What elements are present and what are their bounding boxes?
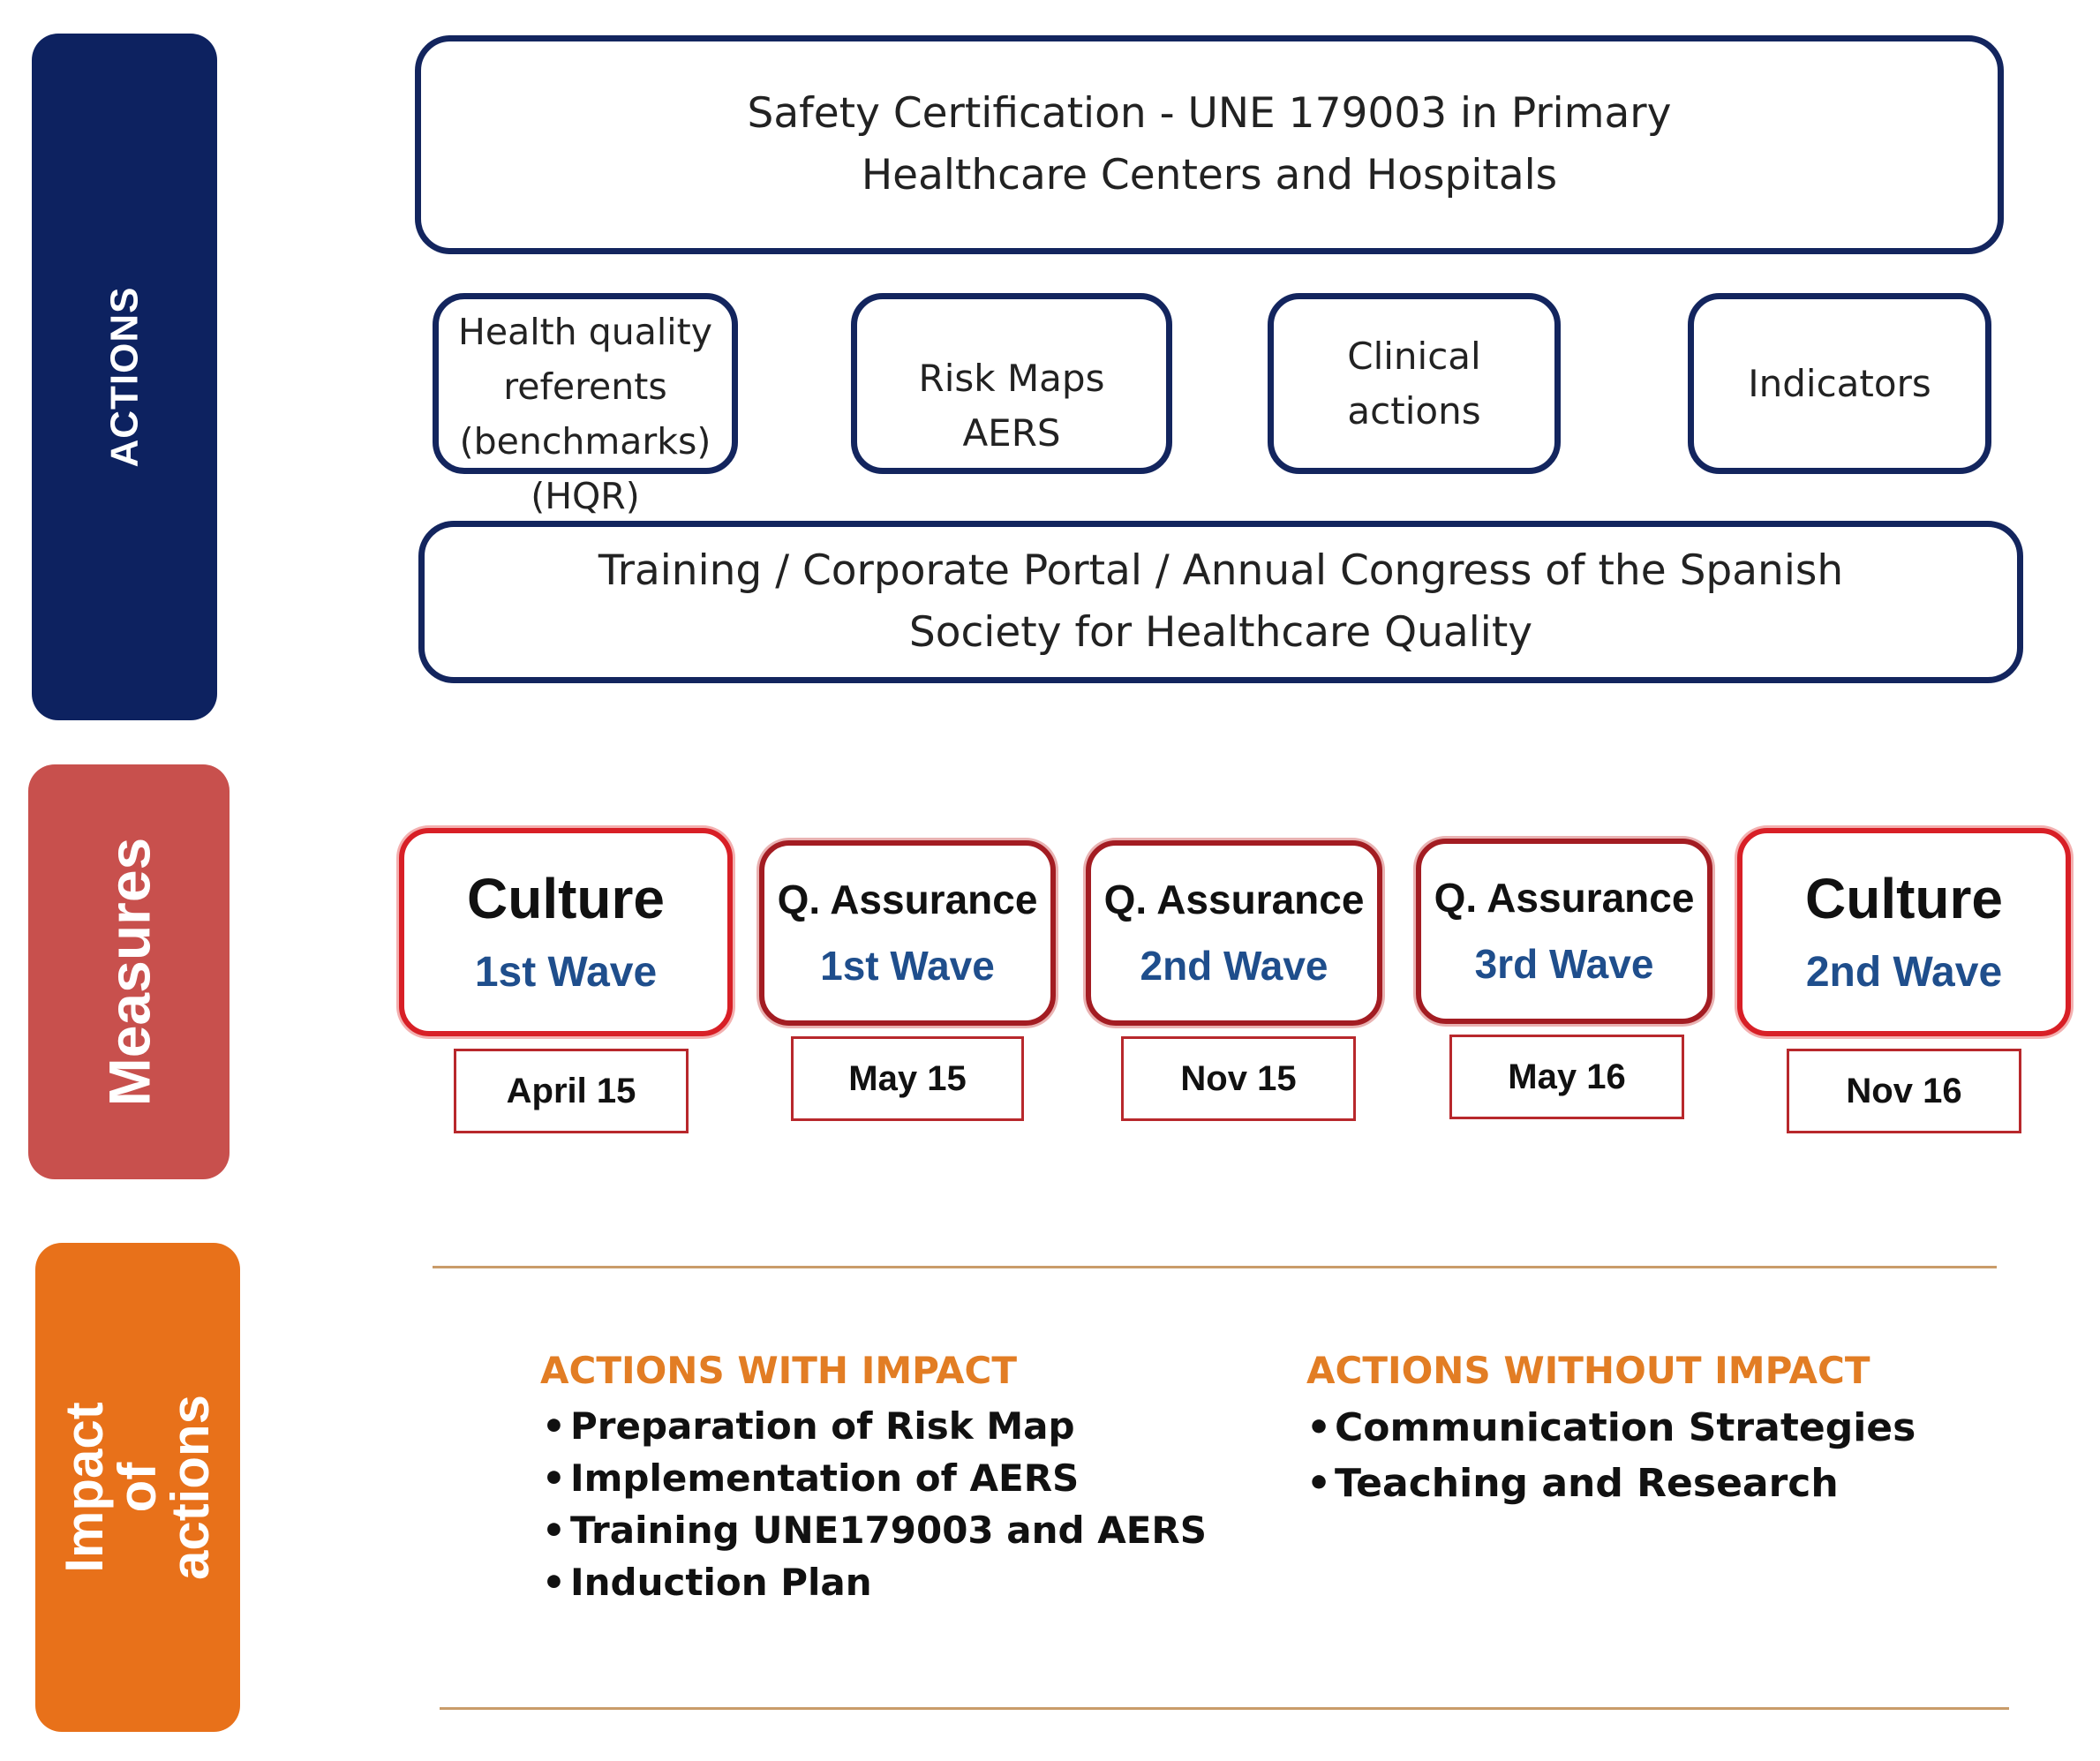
measure-date-may-16: May 16 <box>1449 1035 1684 1119</box>
list-item: • Training UNE179003 and AERS <box>542 1504 1207 1556</box>
measure-wave: 3rd Wave <box>1474 941 1654 987</box>
actions-with-impact-list <box>542 1400 1207 1608</box>
training-portal-box <box>418 521 2023 683</box>
clinical-actions-box <box>1268 293 1561 474</box>
health-quality-referents-box <box>433 293 738 517</box>
list-item: • Communication Strategies <box>1306 1400 1916 1456</box>
measure-title: Q. Assurance <box>1434 875 1695 922</box>
measure-q-assurance-1st-wave <box>759 840 1056 1026</box>
measures-category-label: Measures <box>96 837 162 1107</box>
measure-date-nov-16: Nov 16 <box>1787 1049 2021 1133</box>
measure-wave: 1st Wave <box>474 948 658 996</box>
training-portal-line1: Training / Corporate Portal / Annual Congress of the Spanish <box>598 546 1844 595</box>
measure-wave: 2nd Wave <box>1805 948 2003 996</box>
clinical-actions-line1: Clinical <box>1347 334 1481 378</box>
impact-bottom-divider <box>440 1707 2009 1710</box>
measure-wave: 1st Wave <box>820 943 995 989</box>
risk-maps-line2: AERS <box>962 411 1061 455</box>
safety-certification-line2: Healthcare Centers and Hospitals <box>861 151 1558 199</box>
actions-without-impact-list <box>1306 1400 1916 1511</box>
indicators-box <box>1688 293 1991 474</box>
measure-q-assurance-3rd-wave <box>1416 839 1712 1024</box>
risk-maps-line1: Risk Maps <box>918 357 1105 400</box>
impact-category-label: Impact of actions <box>55 1394 220 1581</box>
impact-top-divider <box>433 1266 1997 1268</box>
measures-category-bar <box>28 764 230 1179</box>
actions-category-label: ACTIONS <box>102 286 146 468</box>
measure-q-assurance-2nd-wave <box>1086 840 1382 1026</box>
actions-with-impact-heading: ACTIONS WITH IMPACT <box>540 1349 1018 1392</box>
measure-title: Culture <box>1805 867 2003 931</box>
safety-certification-box <box>415 35 2004 254</box>
list-item: • Implementation of AERS <box>542 1452 1207 1504</box>
measure-date-april-15: April 15 <box>454 1049 689 1133</box>
list-item: • Teaching and Research <box>1306 1456 1916 1511</box>
clinical-actions-line2: actions <box>1347 388 1481 433</box>
actions-category-bar <box>32 34 217 720</box>
measure-title: Q. Assurance <box>1103 877 1365 923</box>
actions-without-impact-heading: ACTIONS WITHOUT IMPACT <box>1306 1349 1870 1392</box>
risk-maps-box <box>851 293 1172 474</box>
safety-certification-line1: Safety Certification - UNE 179003 in Primary <box>747 89 1672 138</box>
list-item: • Preparation of Risk Map <box>542 1400 1207 1452</box>
measure-culture-2nd-wave <box>1737 828 2071 1036</box>
measure-title: Culture <box>467 867 665 931</box>
measure-wave: 2nd Wave <box>1140 943 1328 989</box>
measure-culture-1st-wave <box>399 828 733 1036</box>
indicators-label: Indicators <box>1748 361 1931 405</box>
measure-title: Q. Assurance <box>777 877 1038 923</box>
list-item: • Induction Plan <box>542 1556 1207 1608</box>
training-portal-line2: Society for Healthcare Quality <box>908 608 1533 657</box>
impact-category-bar <box>35 1243 240 1732</box>
measure-date-nov-15: Nov 15 <box>1121 1036 1356 1121</box>
health-quality-referents-label: Health quality referents (benchmarks) (HQR) <box>458 311 712 517</box>
measure-date-may-15: May 15 <box>791 1036 1024 1121</box>
